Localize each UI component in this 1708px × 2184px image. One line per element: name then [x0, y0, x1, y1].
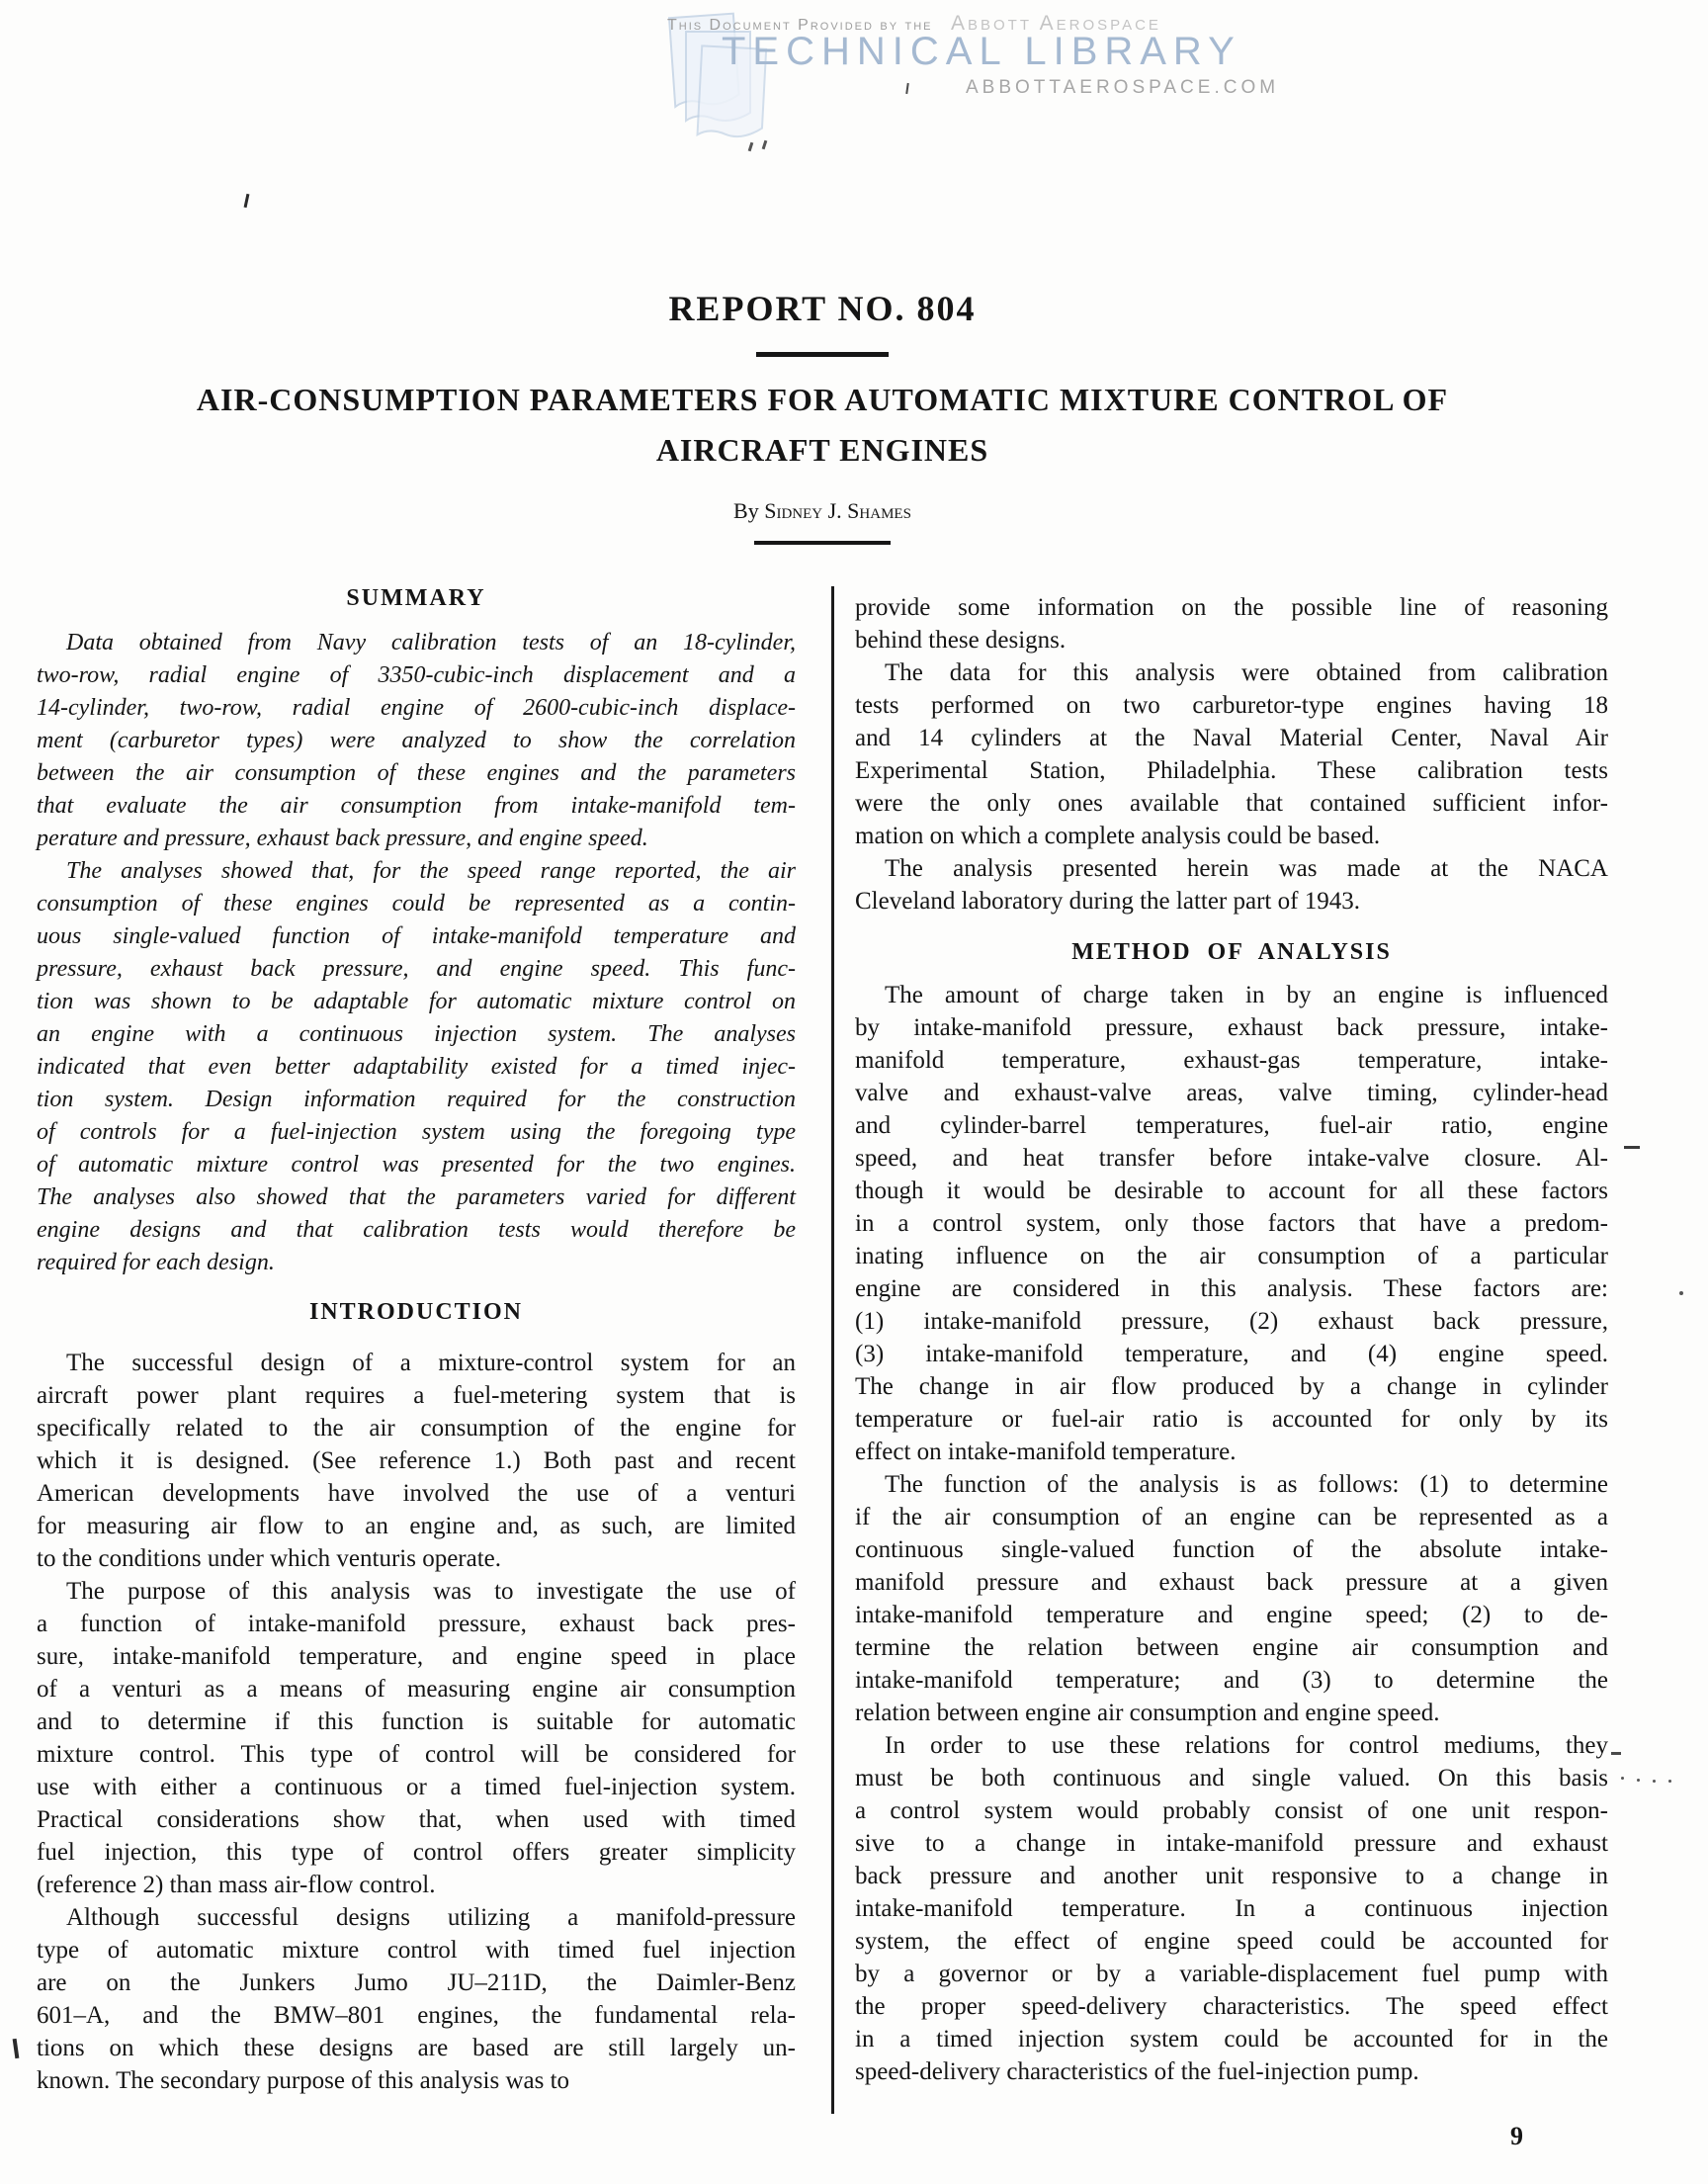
scan-artifact: [1679, 1291, 1683, 1295]
text-line: tion system. Design information required for the construction: [37, 1087, 796, 1112]
text-line: for measuring air flow to an engine and, as such, are limited: [37, 1513, 796, 1539]
byline: [37, 497, 1608, 525]
text-line: in a control system, only those factors that have a predom-: [855, 1210, 1608, 1237]
text-line: American developments have involved the use of a venturi: [37, 1480, 796, 1507]
author-name: Sidney J. Shames: [764, 498, 911, 523]
summary-text: [37, 627, 796, 1279]
text-line: (3) intake-manifold temperature, and (4) engine speed.: [855, 1341, 1608, 1367]
text-line: fuel injection, this type of control offers greater simplicity: [37, 1839, 796, 1866]
text-line: sure, intake-manifold temperature, and engine speed in place: [37, 1643, 796, 1670]
byline-rule: [754, 541, 891, 545]
text-line: effect on intake-manifold temperature.: [855, 1439, 1237, 1465]
paragraph: [37, 1575, 796, 1901]
watermark-provided-text: This Document Provided by the: [667, 17, 933, 34]
right-column: [855, 583, 1608, 2088]
paragraph: [855, 979, 1608, 1468]
text-line: ment (carburetor types) were analyzed to show the correlation: [37, 728, 796, 753]
scan-artifact: [1611, 1752, 1621, 1755]
text-line: mation on which a complete analysis could be based.: [855, 823, 1381, 849]
introduction-text: [37, 1347, 796, 2097]
text-line: speed, and heat transfer before intake-valve closure. Al-: [855, 1145, 1608, 1172]
text-line: engine designs and that calibration tests would therefore be: [37, 1217, 796, 1243]
scan-artifact: [1621, 1777, 1624, 1780]
watermark-site-url: ABBOTTAEROSPACE.COM: [966, 77, 1280, 98]
text-line: a function of intake-manifold pressure, exhaust back pres-: [37, 1611, 796, 1637]
text-line: and 14 cylinders at the Naval Material Center, Naval Air: [855, 725, 1608, 751]
text-line: The function of the analysis is as follows: (1) to determine: [885, 1471, 1608, 1498]
text-line: consumption of these engines could be represented as a contin-: [37, 891, 796, 917]
text-line: provide some information on the possible line of reasoning: [855, 594, 1608, 621]
paragraph: [37, 627, 796, 855]
text-line: are on the Junkers Jumo JU–211D, the Daimler-Benz: [37, 1969, 796, 1996]
paragraph: [37, 855, 796, 1279]
text-line: temperature or fuel-air ratio is accounted for only by its: [855, 1406, 1608, 1433]
text-line: relation between engine air consumption and engine speed.: [855, 1700, 1440, 1726]
text-line: uous single-valued function of intake-manifold temperature and: [37, 923, 796, 949]
text-line: The purpose of this analysis was to investigate the use of: [66, 1578, 796, 1605]
text-line: two-row, radial engine of 3350-cubic-inch displacement and a: [37, 662, 796, 688]
text-line: speed-delivery characteristics of the fuel-injection pump.: [855, 2058, 1419, 2085]
text-line: specifically related to the air consumption of the engine for: [37, 1415, 796, 1441]
text-line: type of automatic mixture control with timed fuel injection: [37, 1937, 796, 1964]
text-line: must be both continuous and single valued. On this basis: [855, 1765, 1608, 1791]
text-line: by a governor or by a variable-displacement fuel pump with: [855, 1961, 1608, 1987]
text-line: continuous single-valued function of the absolute intake-: [855, 1536, 1608, 1563]
watermark-header: [642, 6, 1315, 154]
text-line: pressure, exhaust back pressure, and engine speed. This func-: [37, 956, 796, 982]
text-line: intake-manifold temperature. In a continuous injection: [855, 1895, 1608, 1922]
page-number: 9: [1510, 2122, 1523, 2150]
text-line: of automatic mixture control was presented for the two engines.: [37, 1152, 796, 1178]
watermark-brand-text: Abbott Aerospace: [950, 12, 1161, 35]
text-line: The analyses also showed that the parameters varied for different: [37, 1184, 796, 1210]
text-line: manifold temperature, exhaust-gas temperature, intake-: [855, 1047, 1608, 1074]
scan-artifact: [13, 2039, 20, 2058]
text-line: known. The secondary purpose of this analysis was to: [37, 2067, 570, 2094]
text-line: inating influence on the air consumption of a particular: [855, 1243, 1608, 1269]
text-line: valve and exhaust-valve areas, valve timing, cylinder-head: [855, 1080, 1608, 1106]
text-line: (reference 2) than mass air-flow control.: [37, 1872, 436, 1898]
text-line: a control system would probably consist of one unit respon-: [855, 1797, 1608, 1824]
scan-artifact: [1653, 1780, 1656, 1783]
byline-prefix: By: [733, 498, 759, 523]
text-line: mixture control. This type of control will be considered for: [37, 1741, 796, 1768]
text-line: intake-manifold temperature; and (3) to determine the: [855, 1667, 1608, 1694]
text-line: The analyses showed that, for the speed range reported, the air: [66, 858, 796, 884]
text-line: (1) intake-manifold pressure, (2) exhaust back pressure,: [855, 1308, 1608, 1335]
text-line: though it would be desirable to account for all these factors: [855, 1178, 1608, 1204]
paragraph: [855, 656, 1608, 852]
text-line: aircraft power plant requires a fuel-metering system that is: [37, 1382, 796, 1409]
text-line: were the only ones available that contained sufficient infor-: [855, 790, 1608, 817]
text-line: tion was shown to be adaptable for automatic mixture control on: [37, 989, 796, 1014]
watermark-library-title: TECHNICAL LIBRARY: [722, 30, 1241, 73]
text-line: intake-manifold temperature and engine speed; (2) to de-: [855, 1602, 1608, 1628]
method-of-analysis-text: [855, 979, 1608, 2088]
text-line: the proper speed-delivery characteristics. The speed effect: [855, 1993, 1608, 2020]
text-line: behind these designs.: [855, 627, 1067, 654]
text-line: The analysis presented herein was made at the NACA: [885, 855, 1608, 882]
text-line: to the conditions under which venturis operate.: [37, 1545, 502, 1572]
text-line: use with either a continuous or a timed fuel-injection system.: [37, 1774, 796, 1800]
paragraph: [855, 1729, 1608, 2088]
text-line: perature and pressure, exhaust back pressure, and engine speed.: [37, 826, 648, 851]
text-line: required for each design.: [37, 1250, 275, 1275]
text-line: Although successful designs utilizing a manifold-pressure: [66, 1904, 796, 1931]
text-line: In order to use these relations for control mediums, they: [885, 1732, 1608, 1759]
paragraph: [855, 1468, 1608, 1729]
text-line: system, the effect of engine speed could be accounted for: [855, 1928, 1608, 1955]
text-line: The data for this analysis were obtained from calibration: [885, 659, 1608, 686]
left-column: [37, 583, 796, 2097]
text-line: which it is designed. (See reference 1.) Both past and recent: [37, 1447, 796, 1474]
text-line: Practical considerations show that, when used with timed: [37, 1806, 796, 1833]
column-divider-rule: [831, 586, 834, 2114]
text-line: between the air consumption of these engines and the parameters: [37, 760, 796, 786]
text-line: 14-cylinder, two-row, radial engine of 2600-cubic-inch displace-: [37, 695, 796, 721]
text-line: termine the relation between engine air consumption and: [855, 1634, 1608, 1661]
scan-artifact: [1637, 1779, 1640, 1782]
text-line: tests performed on two carburetor-type engines having 18: [855, 692, 1608, 719]
paragraph: [855, 852, 1608, 917]
summary-heading: SUMMARY: [346, 585, 486, 611]
report-number: REPORT NO. 804: [668, 289, 977, 328]
text-line: The change in air flow produced by a change in cylinder: [855, 1373, 1608, 1400]
text-line: manifold pressure and exhaust back pressure at a given: [855, 1569, 1608, 1596]
text-line: in a timed injection system could be accounted for in the: [855, 2026, 1608, 2053]
text-line: The amount of charge taken in by an engine is influenced: [885, 982, 1608, 1008]
text-line: back pressure and another unit responsive to a change in: [855, 1863, 1608, 1889]
text-line: sive to a change in intake-manifold pressure and exhaust: [855, 1830, 1608, 1857]
text-line: that evaluate the air consumption from intake-manifold tem-: [37, 793, 796, 819]
paragraph: [37, 1901, 796, 2097]
text-line: engine are considered in this analysis. These factors are:: [855, 1275, 1608, 1302]
text-line: and to determine if this function is suitable for automatic: [37, 1708, 796, 1735]
text-line: if the air consumption of an engine can be represented as a: [855, 1504, 1608, 1530]
text-line: 601–A, and the BMW–801 engines, the fundamental rela-: [37, 2002, 796, 2029]
text-line: The successful design of a mixture-control system for an: [66, 1350, 796, 1376]
paragraph: [37, 1347, 796, 1575]
report-title-line2: AIRCRAFT ENGINES: [655, 432, 989, 468]
text-line: indicated that even better adaptability existed for a timed injec-: [37, 1054, 796, 1080]
method-of-analysis-heading: METHOD OF ANALYSIS: [1071, 939, 1392, 965]
title-block: [37, 289, 1608, 545]
text-line: by intake-manifold pressure, exhaust back pressure, intake-: [855, 1014, 1608, 1041]
scan-artifact: [1624, 1146, 1640, 1149]
text-line: Data obtained from Navy calibration tests of an 18-cylinder,: [66, 630, 796, 655]
scan-artifact: [244, 194, 250, 208]
report-title: [37, 375, 1608, 476]
text-line: of a venturi as a means of measuring engine air consumption: [37, 1676, 796, 1703]
introduction-continued-text: [855, 591, 1608, 917]
text-line: and cylinder-barrel temperatures, fuel-air ratio, engine: [855, 1112, 1608, 1139]
text-line: tions on which these designs are based are still largely un-: [37, 2035, 796, 2061]
text-line: an engine with a continuous injection system. The analyses: [37, 1021, 796, 1047]
text-line: Cleveland laboratory during the latter part of 1943.: [855, 888, 1360, 915]
introduction-heading: INTRODUCTION: [308, 1299, 524, 1325]
text-line: of controls for a fuel-injection system using the foregoing type: [37, 1119, 796, 1145]
title-rule: [756, 352, 889, 357]
report-title-line1: AIR-CONSUMPTION PARAMETERS FOR AUTOMATIC MIXTURE CONTROL OF: [196, 382, 1449, 417]
text-line: Experimental Station, Philadelphia. These calibration tests: [855, 757, 1608, 784]
scan-artifact: [1668, 1780, 1671, 1783]
paragraph: [855, 591, 1608, 656]
